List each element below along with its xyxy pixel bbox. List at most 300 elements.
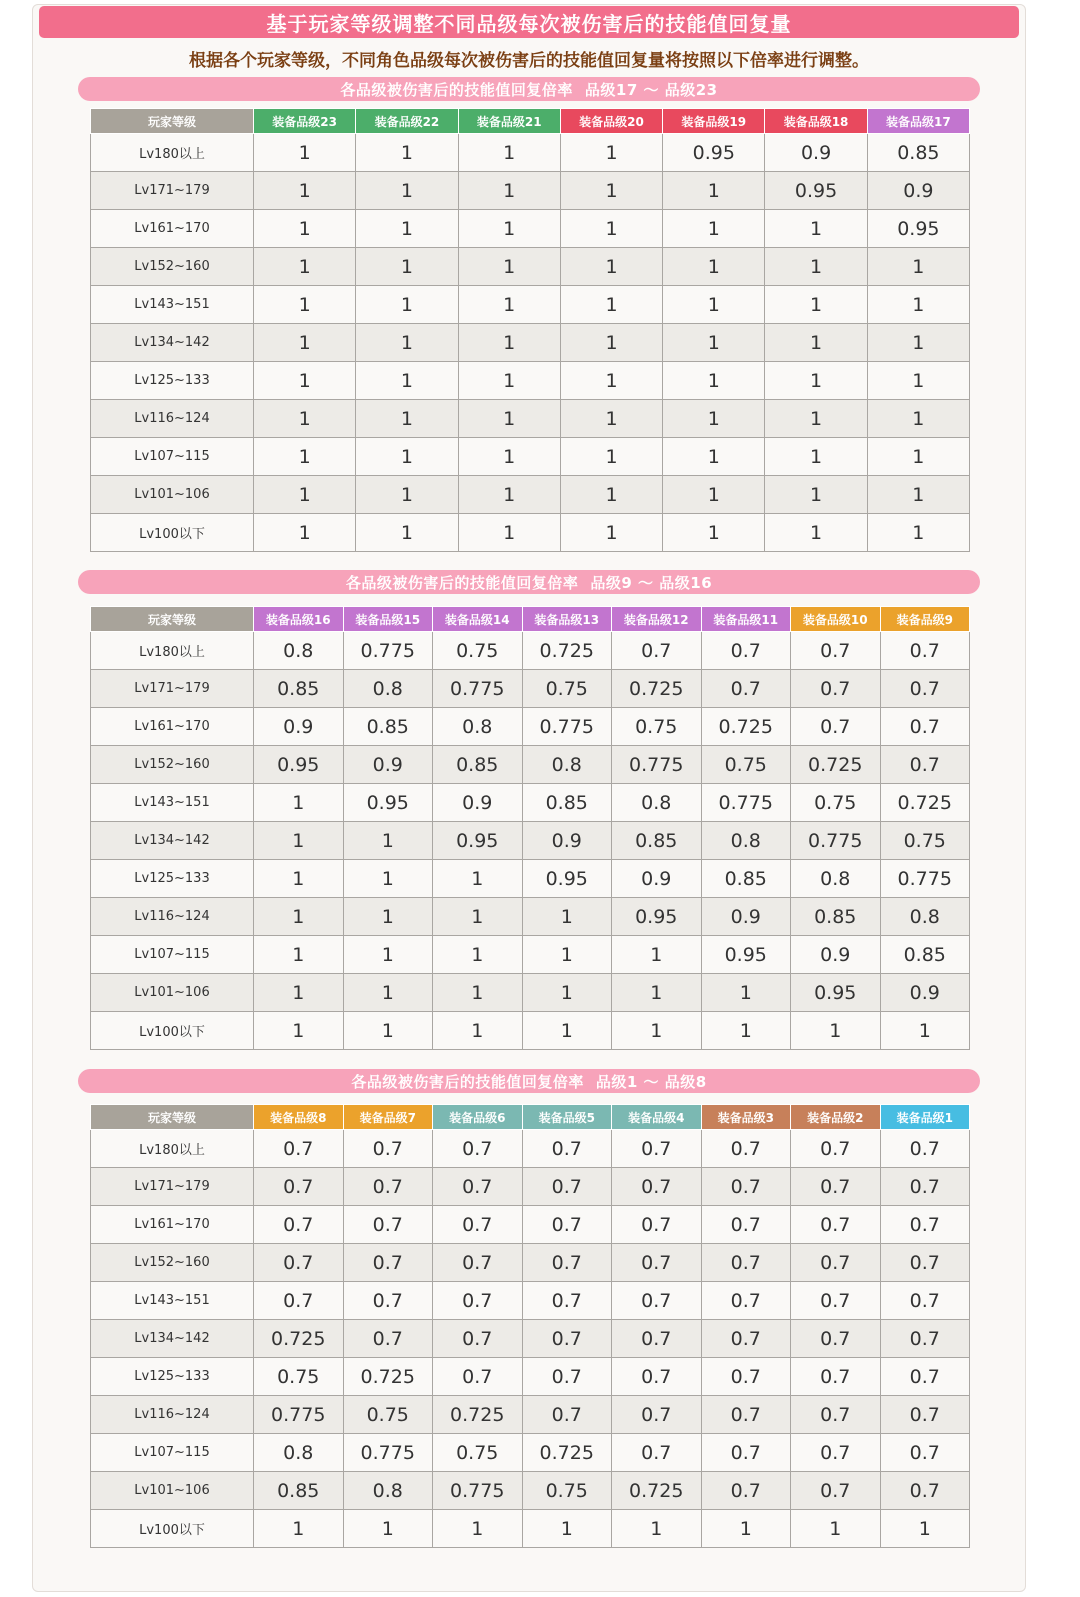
rate-cell: 1 (356, 248, 458, 286)
rate-cell: 1 (867, 514, 969, 552)
rate-cell: 0.8 (522, 746, 612, 784)
rate-cell: 0.8 (880, 898, 970, 936)
level-cell: Lv171~179 (91, 1168, 254, 1206)
rate-cell: 0.7 (612, 1434, 702, 1472)
rate-cell: 1 (356, 438, 458, 476)
rate-cell: 0.7 (522, 1396, 612, 1434)
rate-cell: 0.7 (254, 1168, 344, 1206)
rate-cell: 0.95 (867, 210, 969, 248)
level-cell: Lv171~179 (91, 670, 254, 708)
grade-column-header: 装备品级16 (254, 607, 344, 632)
rate-cell: 0.85 (522, 784, 612, 822)
rate-cell: 0.775 (254, 1396, 344, 1434)
table-row (91, 860, 970, 898)
rate-cell: 1 (560, 172, 662, 210)
rate-cell: 0.9 (522, 822, 612, 860)
rate-cell: 0.7 (701, 1244, 791, 1282)
rate-cell: 1 (433, 898, 523, 936)
rate-cell: 1 (765, 438, 867, 476)
level-cell: Lv134~142 (91, 822, 254, 860)
rate-cell: 1 (433, 936, 523, 974)
rate-cell: 0.8 (791, 860, 881, 898)
rate-cell: 1 (356, 514, 458, 552)
rate-cell: 0.7 (343, 1206, 433, 1244)
rate-cell: 0.775 (791, 822, 881, 860)
table-row (91, 400, 970, 438)
section-banner-1 (78, 77, 980, 101)
rate-cell: 0.7 (880, 708, 970, 746)
level-cell: Lv152~160 (91, 746, 254, 784)
rate-cell: 1 (701, 1510, 791, 1548)
rate-cell: 0.7 (791, 1130, 881, 1168)
rate-table-grade-9-16 (90, 606, 970, 1050)
rate-cell: 1 (254, 172, 356, 210)
level-cell: Lv180以上 (91, 134, 254, 172)
grade-column-header: 装备品级2 (791, 1105, 881, 1130)
rate-cell: 0.7 (343, 1244, 433, 1282)
rate-cell: 1 (254, 974, 344, 1012)
rate-cell: 1 (765, 362, 867, 400)
rate-cell: 1 (343, 898, 433, 936)
rate-cell: 0.7 (343, 1320, 433, 1358)
rate-cell: 0.7 (701, 1168, 791, 1206)
grade-column-header: 装备品级21 (458, 109, 560, 134)
rate-cell: 0.7 (612, 1206, 702, 1244)
rate-cell: 0.7 (612, 1320, 702, 1358)
table-row (91, 1206, 970, 1244)
rate-cell: 1 (560, 400, 662, 438)
rate-cell: 0.7 (791, 1396, 881, 1434)
level-cell: Lv125~133 (91, 1358, 254, 1396)
rate-cell: 0.9 (867, 172, 969, 210)
rate-cell: 0.7 (433, 1130, 523, 1168)
rate-cell: 1 (458, 438, 560, 476)
table-row (91, 1130, 970, 1168)
rate-cell: 1 (867, 248, 969, 286)
rate-cell: 0.8 (343, 1472, 433, 1510)
rate-cell: 0.7 (612, 632, 702, 670)
grade-column-header: 装备品级20 (560, 109, 662, 134)
rate-cell: 0.7 (791, 1320, 881, 1358)
rate-cell: 1 (663, 476, 765, 514)
rate-cell: 0.95 (701, 936, 791, 974)
rate-cell: 0.7 (701, 1282, 791, 1320)
header-row (91, 109, 970, 134)
table-row (91, 1320, 970, 1358)
page-subtitle: 根据各个玩家等级，不同角色品级每次被伤害后的技能值回复量将按照以下倍率进行调整。 (189, 50, 869, 71)
level-cell: Lv180以上 (91, 632, 254, 670)
rate-cell: 1 (343, 1012, 433, 1050)
rate-cell: 0.7 (343, 1130, 433, 1168)
rate-cell: 1 (254, 400, 356, 438)
rate-cell: 1 (458, 134, 560, 172)
level-column-header: 玩家等级 (91, 109, 254, 134)
section-banner-range: 品级17 ～ 品级23 (584, 80, 718, 99)
table-row (91, 784, 970, 822)
rate-cell: 1 (880, 1012, 970, 1050)
rate-cell: 0.7 (433, 1168, 523, 1206)
rate-cell: 0.95 (433, 822, 523, 860)
grade-column-header: 装备品级7 (343, 1105, 433, 1130)
rate-cell: 0.7 (433, 1206, 523, 1244)
header-row (91, 607, 970, 632)
rate-cell: 0.95 (791, 974, 881, 1012)
rate-cell: 0.85 (867, 134, 969, 172)
table-row (91, 1358, 970, 1396)
rate-cell: 0.7 (522, 1130, 612, 1168)
rate-cell: 1 (458, 400, 560, 438)
rate-cell: 1 (458, 514, 560, 552)
grade-column-header: 装备品级4 (612, 1105, 702, 1130)
level-column-header: 玩家等级 (91, 607, 254, 632)
grade-column-header: 装备品级3 (701, 1105, 791, 1130)
level-cell: Lv116~124 (91, 1396, 254, 1434)
rate-cell: 0.7 (701, 1320, 791, 1358)
rate-cell: 1 (522, 974, 612, 1012)
rate-cell: 0.9 (701, 898, 791, 936)
rate-cell: 0.725 (701, 708, 791, 746)
rate-cell: 1 (560, 248, 662, 286)
rate-cell: 1 (356, 134, 458, 172)
rate-cell: 0.7 (791, 670, 881, 708)
level-cell: Lv152~160 (91, 248, 254, 286)
rate-cell: 0.725 (522, 632, 612, 670)
rate-cell: 0.8 (254, 1434, 344, 1472)
rate-cell: 0.9 (254, 708, 344, 746)
table-row (91, 632, 970, 670)
table-row (91, 746, 970, 784)
rate-cell: 0.7 (880, 670, 970, 708)
table-row (91, 670, 970, 708)
rate-cell: 0.7 (343, 1282, 433, 1320)
rate-cell: 0.7 (880, 632, 970, 670)
level-cell: Lv107~115 (91, 936, 254, 974)
rate-cell: 1 (254, 476, 356, 514)
rate-cell: 1 (791, 1510, 881, 1548)
rate-cell: 0.7 (880, 1168, 970, 1206)
rate-cell: 1 (254, 1012, 344, 1050)
rate-cell: 0.7 (522, 1282, 612, 1320)
rate-cell: 0.95 (765, 172, 867, 210)
grade-column-header: 装备品级15 (343, 607, 433, 632)
section-banner-title: 各品级被伤害后的技能值回复倍率 (345, 573, 579, 592)
table-row (91, 172, 970, 210)
rate-cell: 0.7 (612, 1358, 702, 1396)
level-cell: Lv143~151 (91, 286, 254, 324)
rate-cell: 0.775 (880, 860, 970, 898)
rate-cell: 1 (522, 936, 612, 974)
rate-cell: 1 (254, 248, 356, 286)
header-row (91, 1105, 970, 1130)
rate-cell: 0.8 (254, 632, 344, 670)
rate-table-grade-1-8 (90, 1104, 970, 1548)
level-cell: Lv143~151 (91, 784, 254, 822)
rate-cell: 1 (867, 286, 969, 324)
rate-cell: 0.725 (791, 746, 881, 784)
rate-cell: 1 (254, 286, 356, 324)
table-row (91, 936, 970, 974)
rate-cell: 0.75 (880, 822, 970, 860)
rate-cell: 0.7 (254, 1206, 344, 1244)
table-row (91, 324, 970, 362)
level-cell: Lv100以下 (91, 1510, 254, 1548)
rate-cell: 0.95 (254, 746, 344, 784)
rate-cell: 0.7 (880, 746, 970, 784)
rate-cell: 0.9 (880, 974, 970, 1012)
table-row (91, 248, 970, 286)
rate-cell: 1 (867, 362, 969, 400)
rate-cell: 0.85 (433, 746, 523, 784)
rate-cell: 1 (560, 438, 662, 476)
table-row (91, 898, 970, 936)
rate-cell: 1 (254, 134, 356, 172)
rate-cell: 1 (254, 514, 356, 552)
grade-column-header: 装备品级1 (880, 1105, 970, 1130)
table-row (91, 134, 970, 172)
level-cell: Lv107~115 (91, 1434, 254, 1472)
rate-cell: 1 (663, 210, 765, 248)
table-row (91, 822, 970, 860)
rate-cell: 1 (867, 476, 969, 514)
level-cell: Lv152~160 (91, 1244, 254, 1282)
rate-cell: 0.75 (433, 1434, 523, 1472)
rate-cell: 0.7 (522, 1206, 612, 1244)
rate-cell: 1 (433, 974, 523, 1012)
section-banner-3 (78, 1069, 980, 1093)
rate-cell: 0.7 (880, 1396, 970, 1434)
rate-cell: 1 (522, 1012, 612, 1050)
rate-cell: 1 (458, 286, 560, 324)
rate-cell: 1 (663, 400, 765, 438)
rate-cell: 0.775 (612, 746, 702, 784)
rate-cell: 0.7 (791, 1206, 881, 1244)
rate-cell: 1 (343, 822, 433, 860)
table-row (91, 1012, 970, 1050)
rate-cell: 0.95 (343, 784, 433, 822)
level-cell: Lv116~124 (91, 400, 254, 438)
rate-cell: 0.9 (765, 134, 867, 172)
rate-cell: 0.7 (880, 1472, 970, 1510)
rate-cell: 0.7 (791, 1282, 881, 1320)
table-row (91, 708, 970, 746)
rate-cell: 1 (254, 784, 344, 822)
rate-cell: 0.9 (343, 746, 433, 784)
rate-cell: 1 (880, 1510, 970, 1548)
rate-cell: 0.7 (433, 1320, 523, 1358)
rate-cell: 0.7 (612, 1130, 702, 1168)
rate-cell: 1 (356, 362, 458, 400)
level-cell: Lv107~115 (91, 438, 254, 476)
level-cell: Lv101~106 (91, 974, 254, 1012)
rate-cell: 0.7 (791, 1358, 881, 1396)
rate-cell: 0.85 (701, 860, 791, 898)
rate-cell: 0.7 (701, 1206, 791, 1244)
grade-column-header: 装备品级17 (867, 109, 969, 134)
rate-cell: 1 (765, 286, 867, 324)
rate-table-grade-17-23 (90, 108, 970, 552)
rate-cell: 1 (356, 324, 458, 362)
rate-cell: 1 (343, 974, 433, 1012)
level-cell: Lv125~133 (91, 362, 254, 400)
rate-cell: 0.8 (612, 784, 702, 822)
table-row (91, 514, 970, 552)
rate-cell: 0.7 (612, 1168, 702, 1206)
rate-cell: 1 (433, 860, 523, 898)
rate-cell: 0.7 (522, 1244, 612, 1282)
rate-cell: 1 (765, 476, 867, 514)
rate-cell: 0.7 (433, 1282, 523, 1320)
rate-cell: 1 (765, 514, 867, 552)
rate-cell: 1 (560, 134, 662, 172)
level-cell: Lv100以下 (91, 1012, 254, 1050)
rate-cell: 0.7 (880, 1244, 970, 1282)
grade-column-header: 装备品级12 (612, 607, 702, 632)
rate-cell: 1 (612, 974, 702, 1012)
rate-cell: 0.7 (701, 1130, 791, 1168)
rate-cell: 1 (867, 438, 969, 476)
rate-cell: 0.725 (880, 784, 970, 822)
rate-cell: 1 (560, 362, 662, 400)
level-cell: Lv143~151 (91, 1282, 254, 1320)
rate-cell: 0.7 (701, 632, 791, 670)
rate-cell: 1 (458, 172, 560, 210)
rate-cell: 0.75 (701, 746, 791, 784)
rate-cell: 0.725 (433, 1396, 523, 1434)
rate-cell: 1 (663, 324, 765, 362)
rate-cell: 0.85 (343, 708, 433, 746)
table-row (91, 1510, 970, 1548)
rate-cell: 0.9 (433, 784, 523, 822)
rate-cell: 0.7 (791, 632, 881, 670)
rate-cell: 0.7 (254, 1130, 344, 1168)
rate-cell: 0.7 (433, 1358, 523, 1396)
rate-cell: 1 (433, 1012, 523, 1050)
rate-cell: 0.7 (701, 1396, 791, 1434)
rate-cell: 0.95 (663, 134, 765, 172)
table-row (91, 210, 970, 248)
rate-cell: 1 (458, 476, 560, 514)
rate-cell: 1 (867, 324, 969, 362)
rate-cell: 0.75 (522, 1472, 612, 1510)
rate-cell: 1 (663, 438, 765, 476)
rate-cell: 1 (458, 248, 560, 286)
table-row (91, 362, 970, 400)
rate-cell: 1 (663, 362, 765, 400)
rate-cell: 0.7 (612, 1244, 702, 1282)
section-banner-title: 各品级被伤害后的技能值回复倍率 (351, 1072, 584, 1091)
level-cell: Lv100以下 (91, 514, 254, 552)
rate-cell: 0.7 (880, 1358, 970, 1396)
rate-cell: 0.775 (701, 784, 791, 822)
rate-cell: 1 (701, 1012, 791, 1050)
rate-cell: 0.7 (522, 1358, 612, 1396)
grade-column-header: 装备品级13 (522, 607, 612, 632)
rate-cell: 1 (560, 210, 662, 248)
grade-column-header: 装备品级19 (663, 109, 765, 134)
rate-cell: 0.7 (701, 1358, 791, 1396)
level-cell: Lv161~170 (91, 708, 254, 746)
table-row (91, 1434, 970, 1472)
level-cell: Lv161~170 (91, 210, 254, 248)
rate-cell: 0.7 (433, 1244, 523, 1282)
rate-cell: 0.7 (791, 1168, 881, 1206)
rate-cell: 0.775 (522, 708, 612, 746)
rate-cell: 0.7 (701, 670, 791, 708)
rate-cell: 0.7 (880, 1282, 970, 1320)
rate-cell: 0.75 (522, 670, 612, 708)
rate-cell: 1 (343, 936, 433, 974)
level-cell: Lv134~142 (91, 1320, 254, 1358)
rate-cell: 0.7 (880, 1130, 970, 1168)
level-cell: Lv161~170 (91, 1206, 254, 1244)
rate-cell: 0.775 (343, 632, 433, 670)
rate-cell: 1 (560, 476, 662, 514)
rate-cell: 0.95 (612, 898, 702, 936)
rate-cell: 1 (254, 362, 356, 400)
rate-cell: 0.8 (343, 670, 433, 708)
rate-cell: 0.85 (791, 898, 881, 936)
rate-cell: 0.775 (433, 1472, 523, 1510)
rate-cell: 0.7 (254, 1282, 344, 1320)
rate-cell: 0.775 (433, 670, 523, 708)
rate-cell: 1 (458, 362, 560, 400)
rate-cell: 1 (522, 898, 612, 936)
rate-cell: 0.75 (343, 1396, 433, 1434)
level-cell: Lv101~106 (91, 1472, 254, 1510)
table-row (91, 438, 970, 476)
table-row (91, 476, 970, 514)
rate-cell: 0.7 (522, 1320, 612, 1358)
rate-cell: 0.725 (254, 1320, 344, 1358)
grade-column-header: 装备品级8 (254, 1105, 344, 1130)
page-title: 基于玩家等级调整不同品级每次被伤害后的技能值回复量 (39, 6, 1019, 38)
level-column-header: 玩家等级 (91, 1105, 254, 1130)
rate-cell: 0.8 (701, 822, 791, 860)
level-cell: Lv125~133 (91, 860, 254, 898)
rate-cell: 1 (356, 172, 458, 210)
rate-cell: 0.85 (254, 670, 344, 708)
table-row (91, 1244, 970, 1282)
section-banner-range: 品级1 ～ 品级8 (595, 1072, 707, 1091)
rate-cell: 1 (663, 286, 765, 324)
rate-cell: 0.7 (791, 1244, 881, 1282)
rate-cell: 0.7 (791, 708, 881, 746)
rate-cell: 1 (765, 400, 867, 438)
rate-cell: 1 (356, 476, 458, 514)
rate-cell: 0.775 (343, 1434, 433, 1472)
rate-cell: 0.9 (791, 936, 881, 974)
rate-cell: 1 (343, 1510, 433, 1548)
rate-cell: 0.8 (433, 708, 523, 746)
section-banner-range: 品级9 ～ 品级16 (590, 573, 713, 592)
rate-cell: 0.7 (343, 1168, 433, 1206)
rate-cell: 1 (560, 286, 662, 324)
rate-cell: 1 (254, 324, 356, 362)
section-banner-2 (78, 570, 980, 594)
rate-cell: 0.85 (612, 822, 702, 860)
grade-column-header: 装备品级14 (433, 607, 523, 632)
grade-column-header: 装备品级23 (254, 109, 356, 134)
rate-cell: 1 (343, 860, 433, 898)
rate-cell: 0.75 (254, 1358, 344, 1396)
rate-cell: 0.7 (701, 1434, 791, 1472)
rate-cell: 1 (560, 324, 662, 362)
rate-cell: 1 (612, 1510, 702, 1548)
level-cell: Lv171~179 (91, 172, 254, 210)
rate-cell: 0.7 (612, 1282, 702, 1320)
table-row (91, 1282, 970, 1320)
rate-cell: 1 (765, 324, 867, 362)
